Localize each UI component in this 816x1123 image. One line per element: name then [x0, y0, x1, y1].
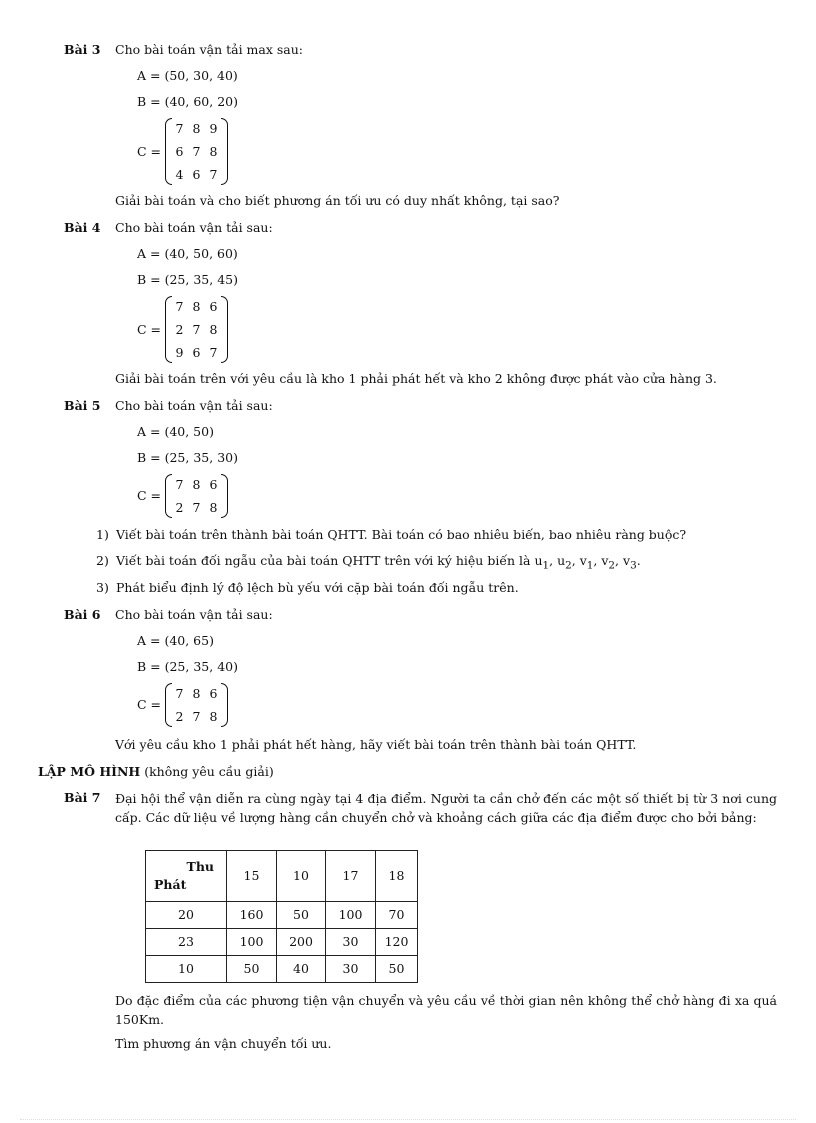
- matrix-cell: 7: [192, 144, 201, 159]
- matrix-cell: 8: [209, 709, 218, 724]
- header-phat: Phát: [154, 877, 187, 893]
- distance-table: [145, 850, 418, 983]
- matrix-label: C =: [137, 321, 162, 337]
- bai3-a-vector: A = (50, 30, 40): [137, 68, 238, 83]
- matrix-cell: 8: [209, 322, 218, 337]
- item-text: Viết bài toán đối ngẫu của bài toán QHTT trên với ký hiệu biến là u: [116, 553, 543, 568]
- matrix-cell: 7: [209, 345, 218, 360]
- matrix-cell: 8: [192, 686, 201, 701]
- matrix-cell: 6: [209, 299, 218, 314]
- distance-cell: 50: [277, 902, 326, 929]
- table-header-row: [146, 851, 418, 902]
- bai5-b-vector: B = (25, 35, 30): [137, 450, 238, 465]
- matrix-cell: 7: [175, 686, 184, 701]
- matrix-body: [165, 682, 228, 728]
- matrix-cell: 7: [175, 121, 184, 136]
- bai4-question: Giải bài toán trên với yêu cầu là kho 1 phải phát hết và kho 2 không được phát vào cửa hàng 3.: [115, 371, 717, 386]
- bai5-item-2: [96, 553, 641, 573]
- matrix-cell: 2: [175, 709, 184, 724]
- matrix-cell: 8: [192, 121, 201, 136]
- table-row: [146, 956, 418, 983]
- supply-cell: 23: [146, 929, 227, 956]
- distance-cell: 40: [277, 956, 326, 983]
- matrix-cell: 7: [192, 709, 201, 724]
- table-corner-cell: [146, 851, 227, 902]
- distance-cell: 100: [227, 929, 277, 956]
- bai7-paragraph-1: Đại hội thể vận diễn ra cùng ngày tại 4 địa điểm. Người ta cần chở đến các một số thiết bị từ 3 nơi cung cấp. Các dữ liệu về lượng hàng cần chuyển chở và khoảng cách giữa các địa điểm được cho bởi bảng:: [115, 791, 777, 825]
- distance-cell: 30: [326, 929, 376, 956]
- bai4-b-vector: B = (25, 35, 45): [137, 272, 238, 287]
- demand-header: 10: [277, 851, 326, 902]
- bai3-label: Bài 3: [64, 42, 101, 57]
- distance-cell: 200: [277, 929, 326, 956]
- bai6-b-vector: B = (25, 35, 40): [137, 659, 238, 674]
- bai6-a-vector: A = (40, 65): [137, 633, 214, 648]
- distance-cell: 100: [326, 902, 376, 929]
- bai7-paragraph-2: Do đặc điểm của các phương tiện vận chuyển và yêu cầu về thời gian nên không thể chở hàng đi xa quá 150Km.: [115, 993, 777, 1027]
- bai6-question: Với yêu cầu kho 1 phải phát hết hàng, hãy viết bài toán trên thành bài toán QHTT.: [115, 737, 637, 752]
- bai6-intro: Cho bài toán vận tải sau:: [115, 607, 273, 622]
- item-text: Viết bài toán trên thành bài toán QHTT. Bài toán có bao nhiêu biến, bao nhiêu ràng buộc?: [116, 527, 687, 542]
- table-row: [146, 902, 418, 929]
- bai3-b-vector: B = (40, 60, 20): [137, 94, 238, 109]
- item-number: 3): [96, 580, 109, 595]
- matrix-cell: 8: [192, 299, 201, 314]
- item-text-sep: , v: [571, 553, 587, 568]
- item-text-sep: , u: [549, 553, 566, 568]
- matrix-label: C =: [137, 697, 162, 713]
- matrix-cell: 4: [175, 167, 184, 182]
- distance-cell: 30: [326, 956, 376, 983]
- matrix-cell: 6: [209, 686, 218, 701]
- section-title: LẬP MÔ HÌNH: [38, 764, 141, 779]
- bai3-question: Giải bài toán và cho biết phương án tối ưu có duy nhất không, tại sao?: [115, 193, 560, 208]
- subscript: 3: [630, 559, 637, 572]
- matrix-cell: 8: [209, 144, 218, 159]
- matrix-body: [165, 117, 228, 186]
- item-text: Phát biểu định lý độ lệch bù yếu với cặp bài toán đối ngẫu trên.: [116, 580, 519, 595]
- demand-header: 15: [227, 851, 277, 902]
- distance-cell: 50: [227, 956, 277, 983]
- distance-cell: 160: [227, 902, 277, 929]
- distance-cell: 70: [376, 902, 418, 929]
- matrix-cell: 6: [209, 477, 218, 492]
- table-row: [146, 929, 418, 956]
- bai7-paragraph-3: Tìm phương án vận chuyển tối ưu.: [115, 1036, 332, 1051]
- matrix-cell: 6: [192, 345, 201, 360]
- matrix-cell: 9: [175, 345, 184, 360]
- item-text-sep: , v: [615, 553, 631, 568]
- bai7-label: Bài 7: [64, 790, 101, 805]
- bai4-c-matrix: [137, 295, 228, 364]
- matrix-cell: 6: [175, 144, 184, 159]
- subscript: 2: [608, 559, 616, 572]
- matrix-body: [165, 473, 228, 519]
- section-note: (không yêu cầu giải): [144, 764, 274, 779]
- item-number: 2): [96, 553, 109, 568]
- matrix-cell: 7: [192, 500, 201, 515]
- bai5-label: Bài 5: [64, 398, 101, 413]
- subscript: 1: [586, 559, 594, 572]
- subscript: 2: [565, 559, 572, 572]
- bai4-intro: Cho bài toán vận tải sau:: [115, 220, 273, 235]
- demand-header: 17: [326, 851, 376, 902]
- matrix-cell: 8: [209, 500, 218, 515]
- item-text-sep: , v: [593, 553, 609, 568]
- section-heading: [38, 764, 274, 780]
- bai3-intro: Cho bài toán vận tải max sau:: [115, 42, 304, 57]
- subscript: 1: [542, 559, 550, 572]
- matrix-cell: 6: [192, 167, 201, 182]
- supply-cell: 20: [146, 902, 227, 929]
- bai5-c-matrix: [137, 473, 228, 519]
- matrix-cell: 7: [175, 299, 184, 314]
- header-thu: Thu: [186, 859, 214, 874]
- matrix-cell: 2: [175, 322, 184, 337]
- distance-cell: 120: [376, 929, 418, 956]
- supply-cell: 10: [146, 956, 227, 983]
- bai6-label: Bài 6: [64, 607, 101, 622]
- bai5-intro: Cho bài toán vận tải sau:: [115, 398, 273, 413]
- matrix-label: C =: [137, 488, 162, 504]
- matrix-cell: 7: [209, 167, 218, 182]
- page-bottom-rule: [20, 1119, 796, 1120]
- matrix-body: [165, 295, 228, 364]
- matrix-cell: 9: [209, 121, 218, 136]
- matrix-cell: 8: [192, 477, 201, 492]
- demand-header: 18: [376, 851, 418, 902]
- matrix-cell: 7: [192, 322, 201, 337]
- matrix-label: C =: [137, 143, 162, 159]
- matrix-cell: 2: [175, 500, 184, 515]
- item-text-end: .: [636, 553, 641, 568]
- bai5-item-1: [96, 527, 686, 543]
- bai5-a-vector: A = (40, 50): [137, 424, 214, 439]
- bai4-label: Bài 4: [64, 220, 101, 235]
- distance-cell: 50: [376, 956, 418, 983]
- bai4-a-vector: A = (40, 50, 60): [137, 246, 238, 261]
- bai6-c-matrix: [137, 682, 228, 728]
- matrix-cell: 7: [175, 477, 184, 492]
- bai5-item-3: [96, 580, 519, 596]
- bai3-c-matrix: [137, 117, 228, 186]
- item-number: 1): [96, 527, 109, 542]
